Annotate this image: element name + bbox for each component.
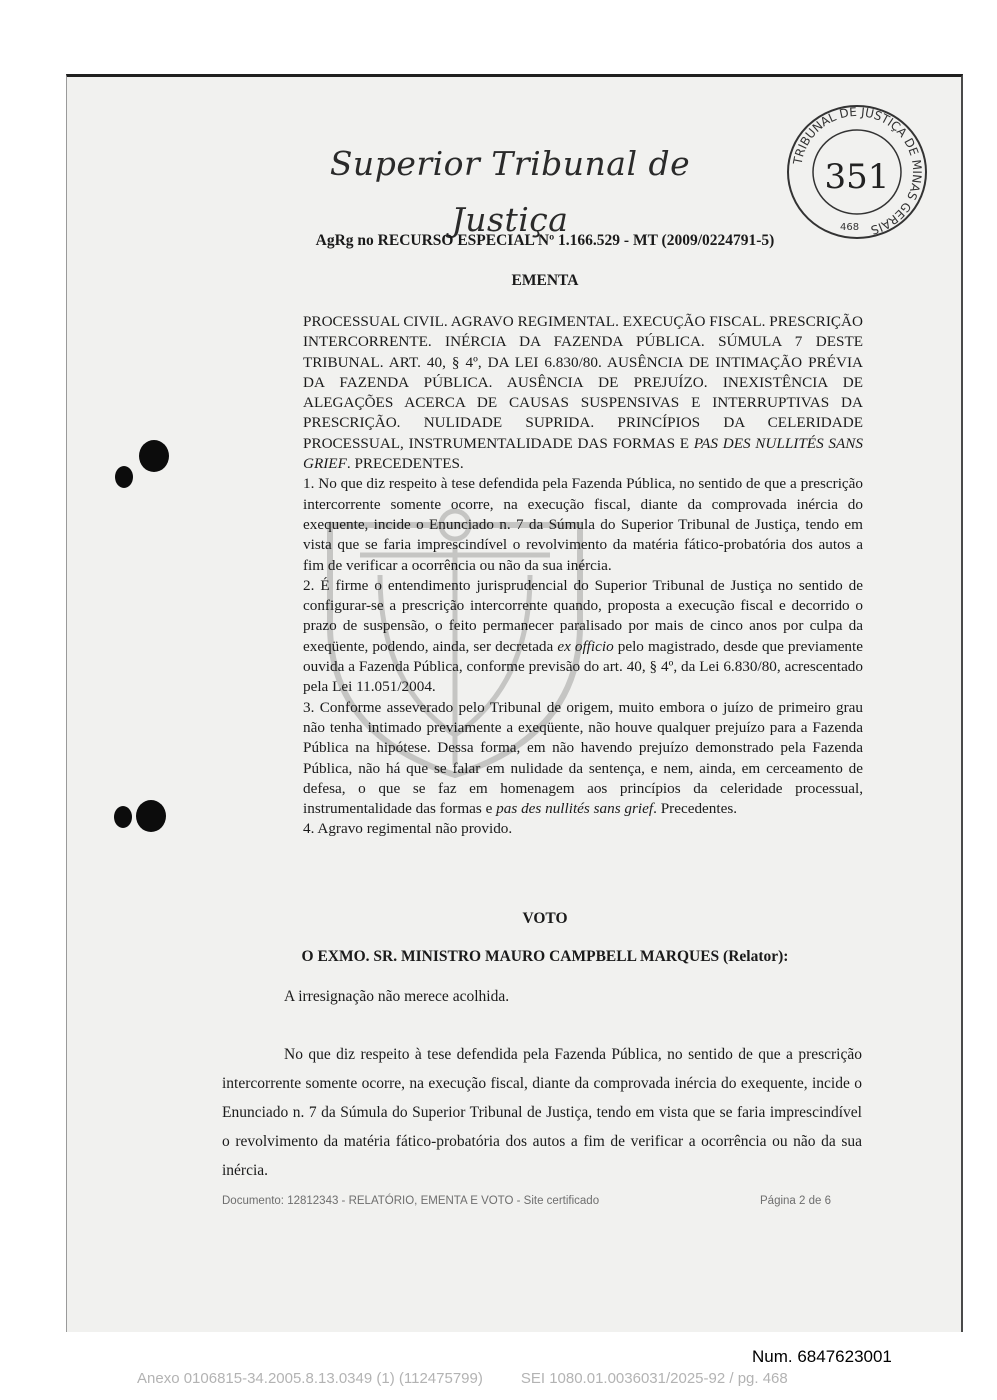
stamp-ring-text: TRIBUNAL DE JUSTIÇA DE MINAS GERAIS <box>790 104 925 238</box>
sei-reference: SEI 1080.01.0036031/2025-92 / pg. 468 <box>520 1370 788 1387</box>
document-number-stamp: Num. 6847623001 <box>752 1347 892 1366</box>
ementa-heading: EMENTA <box>511 272 579 289</box>
ementa-item-2: 2. É firme o entendimento jurisprudencial do Superior Tribunal de Justiça no sentido de configurar-se a prescrição intercorrente quando, proposta a execução fiscal e decorrido o prazo de suspensão, o feito permanecer paralisado por mais de cinco anos por culpa da exeqüente, podendo, ainda, ser decretada ex officio pelo magistrado, desde que previamente ouvida a Fazenda Pública, conforme previsão do art. 40, § 4º, da Lei 6.830/80, acrescentado pela Lei 11.051/2004. <box>303 576 863 696</box>
stamp-page-number: 351 <box>824 157 890 197</box>
ementa-item-1: 1. No que diz respeito à tese defendida pela Fazenda Pública, no sentido de que a prescrição intercorrente somente ocorre, na execução fiscal, diante da comprovada inércia do exequente, incide o Enunciado n. 7 da Súmula do Superior Tribunal de Justiça, tendo em vista que se faria imprescindível o revolvimento da matéria fático-probatória dos autos a fim de verificar a ocorrência ou não da sua inércia. <box>303 475 863 574</box>
ementa-summary: PROCESSUAL CIVIL. AGRAVO REGIMENTAL. EXECUÇÃO FISCAL. PRESCRIÇÃO INTERCORRENTE. INÉRCIA DA FAZENDA PÚBLICA. SÚMULA 7 DESTE TRIBUNAL. ART. 40, § 4º, DA LEI 6.830/80. AUSÊNCIA DE INTIMAÇÃO PRÉVIA DA FAZENDA PÚBLICA. AUSÊNCIA DE PREJUÍZO. INEXISTÊNCIA DE ALEGAÇÕES ACERCA DE CAUSAS SUSPENSIVAS E INTERRUPTIVAS DA PRESCRIÇÃO. NULIDADE SUPRIDA. PRINCÍPIOS DA CELERIDADE PROCESSUAL, INSTRUMENTALIDADE DAS FORMAS E PAS DES NULLITÉS SANS GRIEF. PRECEDENTES. <box>303 313 863 473</box>
relator-line: O EXMO. SR. MINISTRO MAURO CAMPBELL MARQUES (Relator): <box>301 948 789 965</box>
punch-hole-upper-left <box>115 466 133 488</box>
punch-hole-lower-left <box>114 806 132 828</box>
court-stamp-seal <box>784 102 930 242</box>
ementa-text <box>303 312 863 840</box>
punch-hole-lower <box>136 800 166 832</box>
punch-hole-upper <box>139 440 169 472</box>
annex-id: Anexo 0106815-34.2005.8.13.0349 (1) (112475799) <box>137 1370 483 1387</box>
case-title: AgRg no RECURSO ESPECIAL Nº 1.166.529 - MT (2009/0224791-5) <box>315 232 775 249</box>
voto-paragraph-2: No que diz respeito à tese defendida pela Fazenda Pública, no sentido de que a prescrição intercorrente somente ocorre, na execução fiscal, diante da comprovada inércia do exequente, incide o Enunciado n. 7 da Súmula do Superior Tribunal de Justiça, tendo em vista que se faria imprescindível o revolvimento da matéria fático-probatória dos autos a fim de verificar a ocorrência ou não da sua inércia. <box>222 1046 862 1179</box>
stamp-small-number: 468 <box>840 222 860 233</box>
ementa-item-4: 4. Agravo regimental não provido. <box>303 820 513 838</box>
footer-page-number: Página 2 de 6 <box>760 1195 831 1207</box>
voto-heading: VOTO <box>522 910 568 927</box>
voto-paragraph-1: A irresignação não merece acolhida. <box>284 988 510 1005</box>
court-name-header: Superior Tribunal de Justiça <box>329 144 691 239</box>
ementa-item-3: 3. Conforme asseverado pelo Tribunal de origem, muito embora o juízo de primeiro grau não tenha intimado previamente a exeqüente, não houve qualquer prejuízo para a Fazenda Pública na hipótese. Dessa forma, em não havendo prejuízo demonstrado pela Fazenda Pública, não há que se falar em nulidade da sentença, e nem, ainda, em cerceamento de defesa, o que se faz em homenagem aos princípios da celeridade processual, instrumentalidade das formas e pas des nullités sans grief. Precedentes. <box>303 698 863 818</box>
footer-document-id: Documento: 12812343 - RELATÓRIO, EMENTA E VOTO - Site certificado <box>222 1195 600 1207</box>
annex-reference-line <box>137 1370 957 1387</box>
